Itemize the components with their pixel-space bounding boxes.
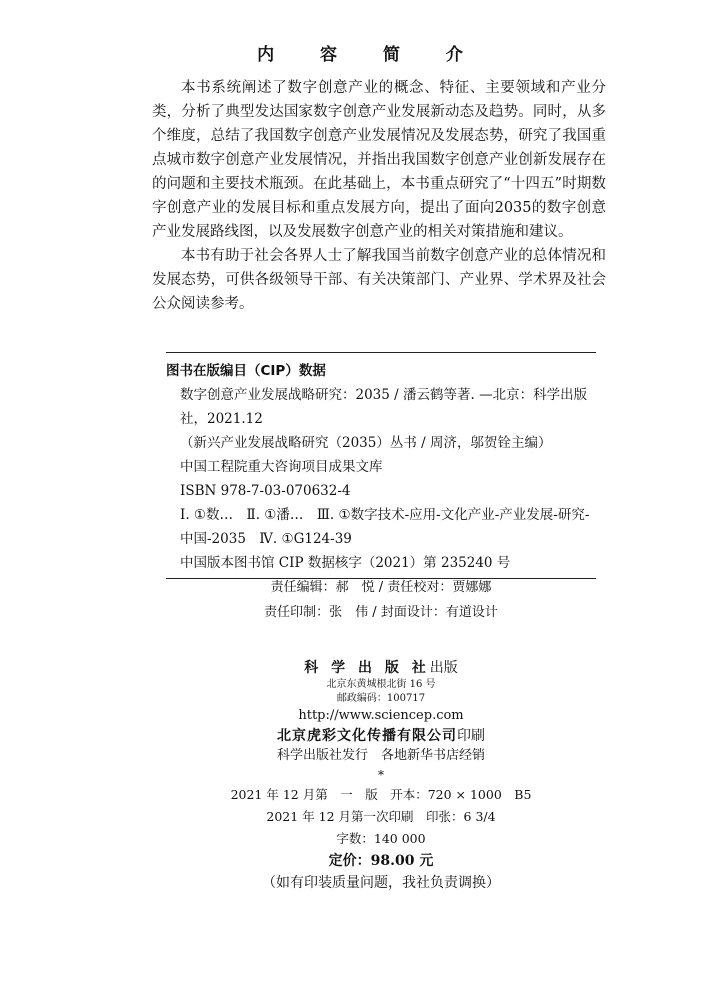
printer-name: 北京虎彩文化传播有限公司 xyxy=(277,728,457,744)
separator-star: * xyxy=(378,768,384,782)
cip-line-classification: Ⅰ. ①数… Ⅱ. ①潘… Ⅲ. ①数字技术-应用-文化产业-产业发展-研究-中国-2035 Ⅳ. ①G124-39 xyxy=(180,507,590,547)
cip-line-record-number: 中国版本图书馆 CIP 数据核字（2021）第 235240 号 xyxy=(180,555,511,571)
cip-line-series: （新兴产业发展战略研究（2035）丛书 / 周济，邬贺铨主编） xyxy=(180,435,552,451)
publisher-name: 科 学 出 版 社 xyxy=(304,660,430,676)
intro-paragraph: 本书有助于社会各界人士了解我国当前数字创意产业的总体情况和发展态势，可供各级领导干部、有关决策部门、产业界、学术界及社会公众阅读参考。 xyxy=(152,248,606,312)
publisher-address: 北京东黄城根北街 16 号 xyxy=(326,679,436,690)
cip-line-isbn: ISBN 978-7-03-070632-4 xyxy=(180,483,351,499)
credits-printing-design: 责任印制：张 伟 / 封面设计：有道设计 xyxy=(264,605,498,620)
printer-suffix: 印刷 xyxy=(457,728,485,744)
credits-editors: 责任编辑：郝 悦 / 责任校对：贾娜娜 xyxy=(270,580,492,595)
intro-paragraph: 本书系统阐述了数字创意产业的概念、特征、主要领域和产业分类，分析了典型发达国家数字创意产业发展新动态及趋势。同时，从多个维度，总结了我国数字创意产业发展情况及发展态势，研究了我国重点城市数字创意产业发展情况，并指出我国数字创意产业创新发展存在的问题和主要技术瓶颈。在此基础上，本书重点研究了“十四五”时期数字创意产业的发展目标和重点发展方向，提出了面向2035的数字创意产业发展路线图，以及发展数字创意产业的相关对策措施和建议。 xyxy=(152,80,606,240)
page-title: 内 容 简 介 xyxy=(257,45,483,65)
publisher-postcode: 邮政编码：100717 xyxy=(336,693,426,704)
cip-block xyxy=(166,352,596,579)
cip-line-title: 数字创意产业发展战略研究：2035 / 潘云鹤等著. —北京：科学出版社，2021.12 xyxy=(180,387,588,427)
cip-heading: 图书在版编目（CIP）数据 xyxy=(166,363,326,379)
printer-line xyxy=(166,726,596,746)
intro-section xyxy=(152,76,606,316)
publisher-line xyxy=(166,658,596,678)
cip-line-library: 中国工程院重大咨询项目成果文库 xyxy=(180,459,383,475)
credits-block xyxy=(166,575,596,625)
publisher-url: http://www.sciencep.com xyxy=(298,708,464,723)
quality-notice: （如有印装质量问题，我社负责调换） xyxy=(262,875,500,891)
word-count: 字数：140 000 xyxy=(336,831,426,846)
publisher-block xyxy=(166,658,596,894)
publisher-name-suffix: 出版 xyxy=(429,660,458,676)
price: 定价：98.00 元 xyxy=(328,853,434,869)
distribution-line: 科学出版社发行 各地新华书店经销 xyxy=(276,748,485,763)
print-line: 2021 年 12 月第一次印刷 印张：6 3/4 xyxy=(266,809,496,824)
edition-line: 2021 年 12 月第 一 版 开本：720 × 1000 B5 xyxy=(230,787,532,802)
